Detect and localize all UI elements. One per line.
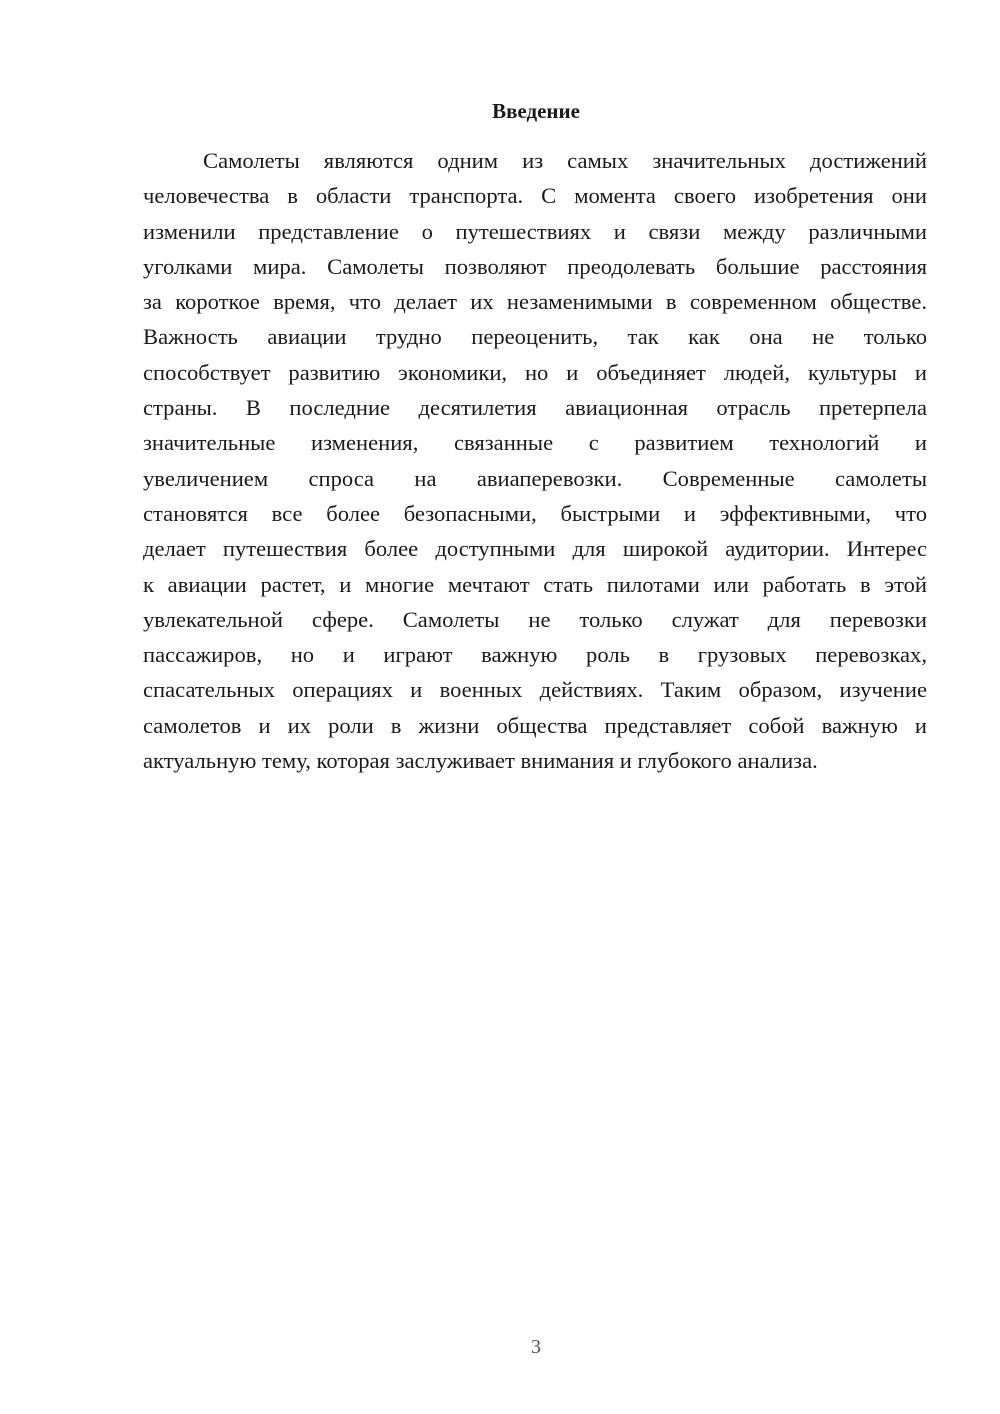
paragraph-line: самолетов и их роли в жизни общества представляет собой важную и: [143, 712, 927, 738]
paragraph-line: страны. В последние десятилетия авиационная отрасль претерпела: [143, 395, 927, 421]
body-paragraph: [143, 143, 927, 778]
paragraph-line: человечества в области транспорта. С момента своего изобретения они: [143, 183, 927, 209]
paragraph-line: за короткое время, что делает их незаменимыми в современном обществе.: [143, 289, 927, 315]
paragraph-line: увеличением спроса на авиаперевозки. Современные самолеты: [143, 465, 927, 491]
paragraph-line: актуальную тему, которая заслуживает внимания и глубокого анализа.: [143, 748, 818, 774]
paragraph-line: делает путешествия более доступными для широкой аудитории. Интерес: [143, 536, 927, 562]
paragraph-line: пассажиров, но и играют важную роль в грузовых перевозках,: [143, 642, 927, 668]
paragraph-line: Самолеты являются одним из самых значительных достижений: [203, 148, 927, 173]
section-title: Введение: [492, 99, 580, 123]
paragraph-line: спасательных операциях и военных действиях. Таким образом, изучение: [143, 677, 927, 703]
paragraph-line: увлекательной сфере. Самолеты не только служат для перевозки: [143, 606, 927, 632]
paragraph-line: Важность авиации трудно переоценить, так как она не только: [143, 324, 927, 350]
paragraph-line: становятся все более безопасными, быстрыми и эффективными, что: [143, 500, 927, 526]
page-number: 3: [531, 1336, 541, 1358]
paragraph-line: изменили представление о путешествиях и связи между различными: [143, 218, 927, 244]
paragraph-line: уголками мира. Самолеты позволяют преодолевать большие расстояния: [143, 253, 927, 279]
paragraph-line: способствует развитию экономики, но и объединяет людей, культуры и: [143, 359, 927, 385]
paragraph-line: к авиации растет, и многие мечтают стать пилотами или работать в этой: [143, 571, 927, 597]
paragraph-line: значительные изменения, связанные с развитием технологий и: [143, 430, 927, 456]
